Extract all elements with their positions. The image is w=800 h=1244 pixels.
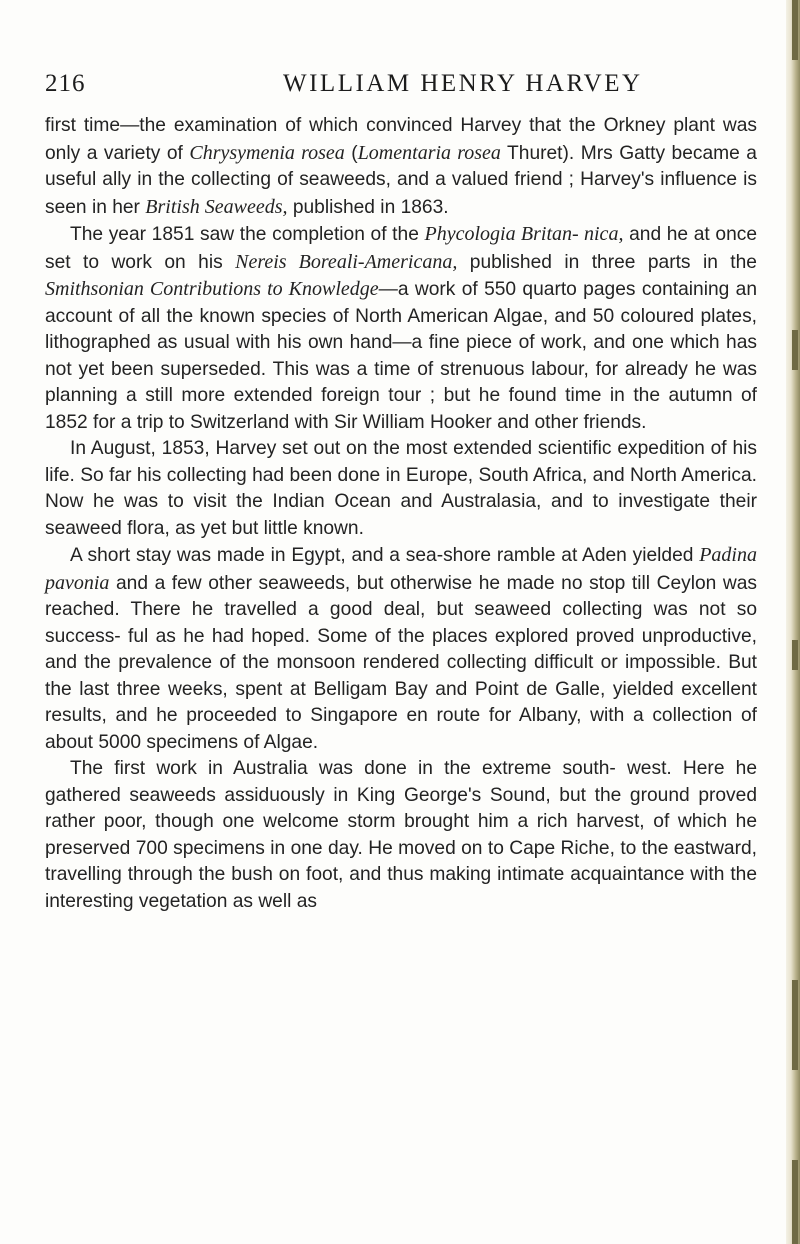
paragraph: In August, 1853, Harvey set out on the most extended scientific expedition of his life. So far his collecting had been done in Europe, South Africa, and North America. Now he was to visit the Indian Ocean and Australasia, and to investigate their seaweed flora, as yet but little known. [45,438,757,539]
page-number: 216 [45,70,86,97]
body-text [45,113,757,915]
paragraph: first time—the examination of which convinced Harvey that the Orkney plant was only a variety of Chrysymenia rosea (Lomentaria rosea Thuret). Mrs Gatty became a useful ally in the collecting of seaweeds, and a valued friend ; Harvey's influence is seen in her British Seaweeds, published in 1863. [45,115,757,218]
page-edge-shadow [786,0,800,1244]
paragraph: The year 1851 saw the completion of the Phycologia Britan- nica, and he at once set to work on his Nereis Boreali-Americana, published in three parts in the Smithsonian Contributions to Knowledge—a work of 550 quarto pages containing an account of all the known species of North American Algae, and 50 coloured plates, lithographed as usual with his own hand—a fine piece of work, and one which has not yet been superseded. This was a time of strenuous labour, for already he was planning a still more extended foreign tour ; but he found time in the autumn of 1852 for a trip to Switzerland with Sir William Hooker and other friends. [45,223,758,433]
paragraph: The first work in Australia was done in the extreme south- west. Here he gathered seaweeds assiduously in King George's Sound, but the ground proved rather poor, though one welcome storm brought him a rich harvest, of which he preserved 700 specimens in one day. He moved on to Cape Riche, to the eastward, travelling through the bush on foot, and thus making intimate acquaintance with the interesting vegetation as well as [45,758,757,912]
running-head: WILLIAM HENRY HARVEY [283,70,643,97]
paragraph: A short stay was made in Egypt, and a sea-shore ramble at Aden yielded Padina pavonia and a few other seaweeds, but otherwise he made no stop till Ceylon was reached. There he travelled a good deal, but seaweed collecting was not so success- ful as he had hoped. Some of the places explored proved unproductive, and the prevalence of the monsoon rendered collecting difficult or impossible. But the last three weeks, spent at Belligam Bay and Point de Galle, yielded excellent results, and he proceeded to Singapore en route for Albany, with a collection of about 5000 specimens of Algae. [45,544,757,753]
page-header [0,70,800,110]
